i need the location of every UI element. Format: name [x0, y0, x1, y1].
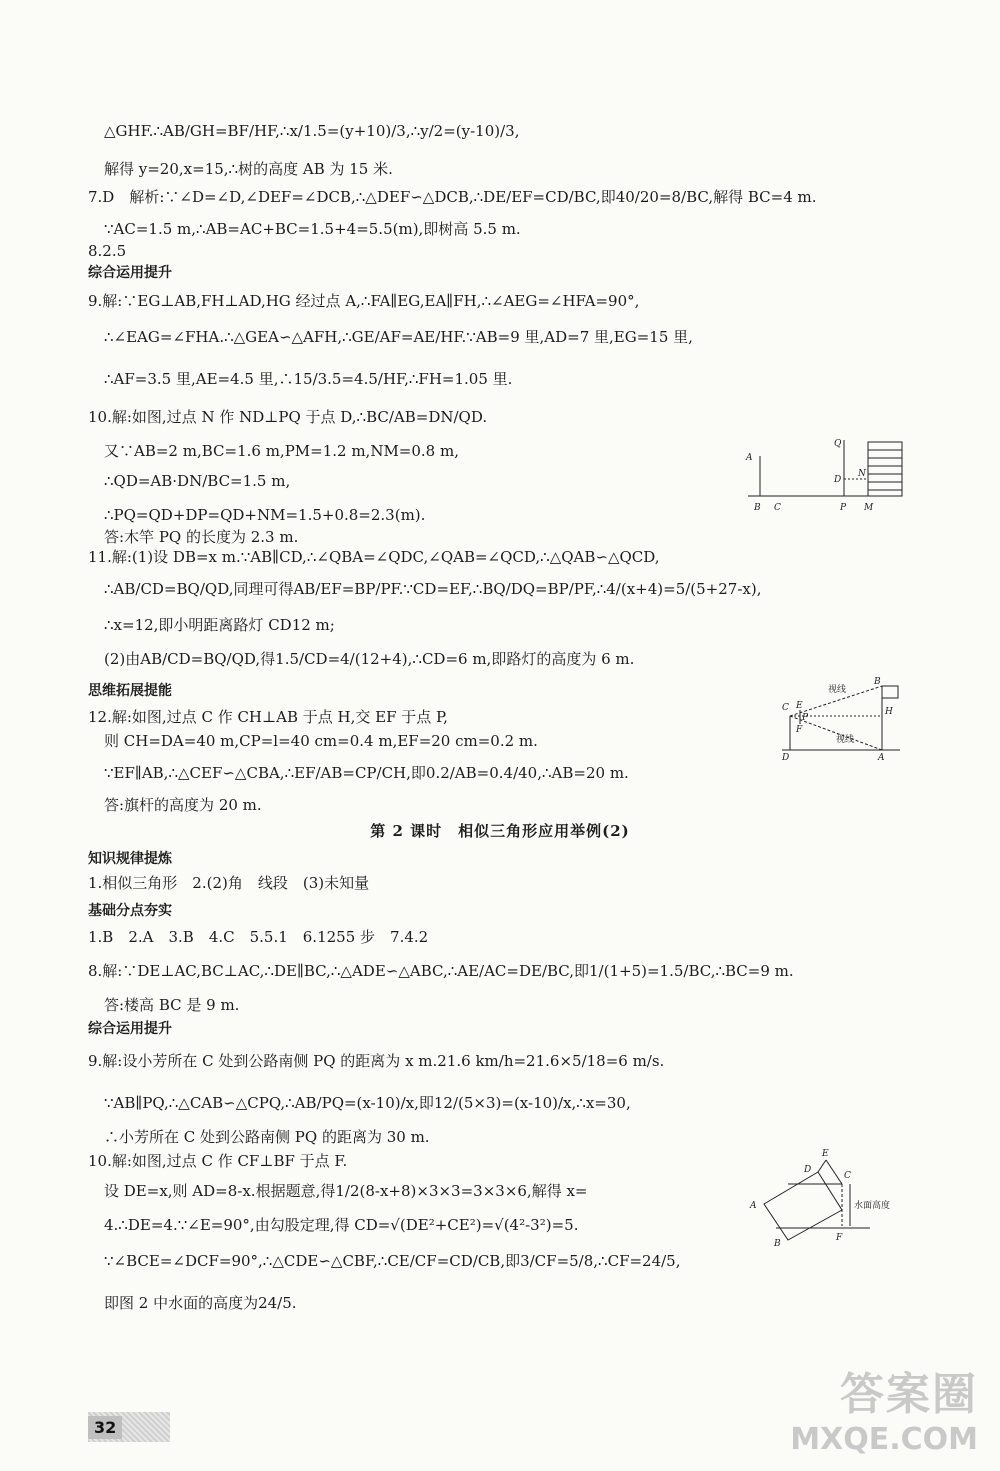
- fig3-label-water-height: 水面高度: [854, 1201, 891, 1211]
- figure-flagpole: [778, 672, 904, 762]
- text-line: 即图 2 中水面的高度为24/5.: [104, 1294, 297, 1312]
- text-line: 1.相似三角形 2.(2)角 线段 (3)未知量: [88, 874, 370, 892]
- text-line: ∵∠BCE=∠DCF=90°,∴△CDE∽△CBF,∴CE/CF=CD/CB,即3/CF=5/8,∴CF=24/5,: [104, 1252, 681, 1270]
- text-line: ∴AB/CD=BQ/QD,同理可得AB/EF=BP/PF.∵CD=EF,∴BQ/DQ=BP/PF,∴4/(x+4)=5/(5+27-x),: [104, 580, 762, 598]
- text-line: 10.解:如图,过点 C 作 CF⊥BF 于点 F.: [88, 1152, 348, 1170]
- text-line: 又∵AB=2 m,BC=1.6 m,PM=1.2 m,NM=0.8 m,: [104, 442, 459, 460]
- text-line: ∴QD=AB·DN/BC=1.5 m,: [104, 472, 291, 490]
- text-line: ∴AF=3.5 里,AE=4.5 里,∴15/3.5=4.5/HF,∴FH=1.05 里.: [104, 370, 513, 388]
- text-line: (2)由AB/CD=BQ/QD,得1.5/CD=4/(12+4),∴CD=6 m,即路灯的高度为 6 m.: [104, 650, 635, 668]
- fig3-label-A: A: [750, 1201, 757, 1211]
- watermark: [790, 1358, 978, 1457]
- figure-tilted-tank: [746, 1142, 912, 1250]
- fig2-label-F: F: [796, 725, 803, 735]
- text-line: 1.B 2.A 3.B 4.C 5.5.1 6.1255 步 7.4.2: [88, 928, 429, 946]
- section-heading: 基础分点夯实: [88, 903, 172, 919]
- text-line: 解得 y=20,x=15,∴树的高度 AB 为 15 米.: [104, 160, 393, 178]
- fig1-label-D: D: [834, 475, 842, 485]
- page-number: 32: [88, 1416, 122, 1439]
- fig3-label-B: B: [774, 1239, 781, 1249]
- text-line: 10.解:如图,过点 N 作 ND⊥PQ 于点 D,∴BC/AB=DN/QD.: [88, 408, 488, 426]
- fig1-label-A: A: [746, 453, 753, 463]
- section-heading: 知识规律提炼: [88, 851, 172, 867]
- fig1-label-N: N: [858, 469, 866, 479]
- text-line: ∴∠EAG=∠FHA.∴△GEA∽△AFH,∴GE/AF=AE/HF.∵AB=9 里,AD=7 里,EG=15 里,: [104, 328, 693, 346]
- fig2-label-E: E: [796, 701, 803, 711]
- fig1-label-Q: Q: [834, 439, 842, 449]
- text-line: 答:木竿 PQ 的长度为 2.3 m.: [104, 528, 299, 546]
- fig1-label-C: C: [774, 503, 781, 513]
- section-heading: 综合运用提升: [88, 1021, 172, 1037]
- fig1-label-P: P: [840, 503, 847, 513]
- fig2-label-A: A: [878, 753, 885, 762]
- fig3-label-E: E: [822, 1149, 829, 1159]
- fig1-label-B: B: [754, 503, 761, 513]
- section-heading: 思维拓展提能: [88, 683, 172, 699]
- fig2-label-D: D: [782, 753, 790, 762]
- fig2-label-sight-bottom: 视线: [836, 735, 855, 745]
- watermark-url: MXQE.COM: [790, 1422, 978, 1457]
- text-line: 设 DE=x,则 AD=8-x.根据题意,得1/2(8-x+8)×3×3=3×3×6,解得 x=: [104, 1182, 588, 1200]
- page-number-tab: [88, 1412, 170, 1442]
- text-line: 11.解:(1)设 DB=x m.∵AB∥CD,∴∠QBA=∠QDC,∠QAB=∠QCD,∴△QAB∽△QCD,: [88, 548, 660, 566]
- text-line: ∴小芳所在 C 处到公路南侧 PQ 的距离为 30 m.: [104, 1128, 430, 1146]
- fig2-label-sight-top: 视线: [828, 685, 847, 695]
- text-line: 12.解:如图,过点 C 作 CH⊥AB 于点 H,交 EF 于点 P,: [88, 708, 448, 726]
- section-heading: 综合运用提升: [88, 265, 172, 281]
- lesson-title: 第 2 课时 相似三角形应用举例(2): [370, 822, 630, 840]
- watermark-logo: 答案圈: [840, 1369, 978, 1420]
- fig2-label-H: H: [885, 707, 893, 717]
- text-line: ∵EF∥AB,∴△CEF∽△CBA,∴EF/AB=CP/CH,即0.2/AB=0.4/40,∴AB=20 m.: [104, 764, 629, 782]
- fig2-label-P: P: [802, 713, 809, 723]
- text-line: ∴x=12,即小明距离路灯 CD12 m;: [104, 616, 335, 634]
- text-line: 答:旗杆的高度为 20 m.: [104, 796, 262, 814]
- fig1-label-M: M: [864, 503, 874, 513]
- text-line: 9.解:∵EG⊥AB,FH⊥AD,HG 经过点 A,∴FA∥EG,EA∥FH,∴∠AEG=∠HFA=90°,: [88, 292, 640, 310]
- fig2-label-C: C: [782, 703, 789, 713]
- text-line: 8.2.5: [88, 242, 127, 260]
- text-line: ∵AB∥PQ,∴△CAB∽△CPQ,∴AB/PQ=(x-10)/x,即12/(5×3)=(x-10)/x,∴x=30,: [104, 1094, 631, 1112]
- fig3-label-F: F: [836, 1233, 843, 1243]
- text-line: ∴PQ=QD+DP=QD+NM=1.5+0.8=2.3(m).: [104, 506, 426, 524]
- text-line: 9.解:设小芳所在 C 处到公路南侧 PQ 的距离为 x m.21.6 km/h=21.6×5/18=6 m/s.: [88, 1052, 665, 1070]
- text-line: 7.D 解析:∵∠D=∠D,∠DEF=∠DCB,∴△DEF∽△DCB,∴DE/EF=CD/BC,即40/20=8/BC,解得 BC=4 m.: [88, 188, 817, 206]
- text-line: 8.解:∵DE⊥AC,BC⊥AC,∴DE∥BC,∴△ADE∽△ABC,∴AE/AC=DE/BC,即1/(1+5)=1.5/BC,∴BC=9 m.: [88, 962, 794, 980]
- fig2-label-B: B: [874, 677, 881, 687]
- text-line: 4.∴DE=4.∵∠E=90°,由勾股定理,得 CD=√(DE²+CE²)=√(4²-3²)=5.: [104, 1216, 579, 1234]
- text-line: ∵AC=1.5 m,∴AB=AC+BC=1.5+4=5.5(m),即树高 5.5 m.: [104, 220, 521, 238]
- figure-pole-wall: [740, 436, 910, 516]
- text-line: 答:楼高 BC 是 9 m.: [104, 996, 240, 1014]
- fig3-label-D: D: [804, 1165, 812, 1175]
- text-line: △GHF.∴AB/GH=BF/HF,∴x/1.5=(y+10)/3,∴y/2=(y-10)/3,: [104, 122, 520, 140]
- fig3-label-C: C: [844, 1171, 851, 1181]
- text-line: 则 CH=DA=40 m,CP=l=40 cm=0.4 m,EF=20 cm=0.2 m.: [104, 732, 538, 750]
